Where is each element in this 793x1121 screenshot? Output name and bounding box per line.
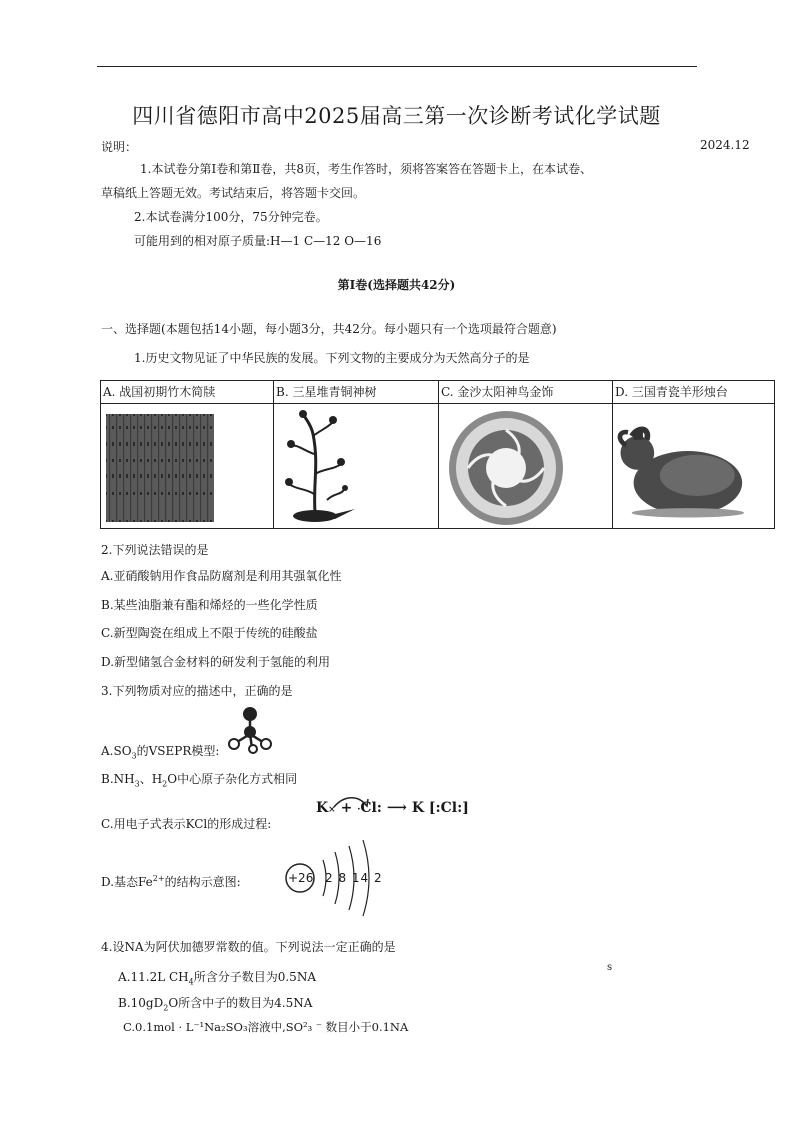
q4-option-a xyxy=(118,968,316,986)
q1-option-d-label: D. 三国青瓷羊形烛台 xyxy=(613,381,775,404)
q3-option-c: C.用电子式表示KCl的形成过程: xyxy=(101,817,272,831)
q3-b-sub2: 2 xyxy=(162,779,168,789)
q4-option-b xyxy=(118,994,312,1012)
section-title: 第Ⅰ卷(选择题共42分) xyxy=(337,278,456,292)
q2-stem: 2.下列说法错误的是 xyxy=(101,543,209,557)
q1-option-c-label: C. 金沙太阳神鸟金饰 xyxy=(439,381,613,404)
q3-d-suffix: 的结构示意图: xyxy=(164,875,241,889)
q3-b-formula: NH xyxy=(113,772,135,786)
q4-b-suffix: O所含中子的数目为4.5NA xyxy=(168,996,313,1010)
q3-d-sup: 2+ xyxy=(152,874,165,883)
page-title: 四川省德阳市高中2025届高三第一次诊断考试化学试题 xyxy=(132,104,661,128)
q3-a-suffix: 的VSEPR模型: xyxy=(136,744,220,758)
q3-b-suffix: O中心原子杂化方式相同 xyxy=(167,772,298,786)
instruction-3: 可能用到的相对原子质量:H—1 C—12 O—16 xyxy=(134,234,382,248)
q3-option-d xyxy=(101,873,241,890)
q2-option-a: A.亚硝酸钠用作食品防腐剂是利用其强氧化性 xyxy=(101,569,342,583)
stray-mark: s xyxy=(607,962,613,973)
q4-a-prefix: A.11.2L CH xyxy=(118,970,189,984)
q2-option-c: C.新型陶瓷在组成上不限于传统的硅酸盐 xyxy=(101,626,318,640)
bamboo-slips-picture xyxy=(101,404,273,528)
q1-option-a-image xyxy=(101,404,274,529)
note-label: 说明： xyxy=(101,140,138,154)
q3-b-mid: 、H xyxy=(139,772,163,786)
q3-option-a xyxy=(101,742,219,760)
kcl-k-reactant: K xyxy=(316,800,329,816)
q4-b-prefix: B.10gD xyxy=(118,996,164,1010)
exam-date: 2024.12 xyxy=(700,138,750,152)
kcl-formation-equation: K× + ·Cl: ⟶ K [:Cl:] xyxy=(316,800,469,816)
q4-b-sub: 2 xyxy=(163,1003,169,1013)
q1-option-b-label: B. 三星堆青铜神树 xyxy=(274,381,439,404)
q4-a-sub: 4 xyxy=(188,977,194,987)
q1-option-a-label: A. 战国初期竹木简牍 xyxy=(101,381,274,404)
q3-a-prefix: A. xyxy=(101,744,114,758)
kcl-k-product: K xyxy=(411,800,424,816)
kcl-plus: + xyxy=(340,800,353,816)
top-rule xyxy=(97,66,697,67)
bronze-tree-picture xyxy=(274,404,438,528)
q3-a-sub: 3 xyxy=(131,751,137,761)
q2-option-b: B.某些油脂兼有酯和烯烃的一些化学性质 xyxy=(101,598,318,612)
instruction-1b: 草稿纸上答题无效。考试结束后，将答题卡交回。 xyxy=(101,186,366,200)
q3-stem: 3.下列物质对应的描述中，正确的是 xyxy=(101,684,293,698)
kcl-cl-product: [:Cl:] xyxy=(428,800,469,816)
kcl-cl-reactant: Cl: xyxy=(360,800,382,816)
q3-option-b xyxy=(101,770,297,788)
section-desc: 一、选择题(本题包括14小题，每小题3分，共42分。每小题只有一个选项最符合题意) xyxy=(101,322,557,336)
electron-transfer-arrow xyxy=(330,795,380,809)
sun-bird-gold-picture xyxy=(439,404,612,528)
kcl-arrow: ⟶ xyxy=(386,800,407,816)
vsepr-model-diagram xyxy=(226,704,276,756)
instruction-1a: 1.本试卷分第Ⅰ卷和第Ⅱ卷，共8页，考生作答时，须将答案答在答题卡上，在本试卷、 xyxy=(140,162,592,176)
q3-a-formula: SO xyxy=(113,744,132,758)
q4-option-c: C.0.1mol · L⁻¹Na₂SO₃溶液中,SO²₃ ⁻ 数目小于0.1NA xyxy=(123,1020,409,1034)
q3-b-prefix: B. xyxy=(101,772,114,786)
ram-candlestick-picture xyxy=(613,404,774,528)
q2-option-d: D.新型储氢合金材料的研发利于氢能的利用 xyxy=(101,655,331,669)
q1-stem: 1.历史文物见证了中华民族的发展。下列文物的主要成分为天然高分子的是 xyxy=(134,351,530,365)
q4-stem: 4.设NA为阿伏加德罗常数的值。下列说法一定正确的是 xyxy=(101,940,396,954)
q4-a-suffix: 所含分子数目为0.5NA xyxy=(193,970,316,984)
instruction-2: 2.本试卷满分100分，75分钟完卷。 xyxy=(134,210,328,224)
fe-nucleus-charge: +26 xyxy=(288,871,314,885)
q1-option-d-image xyxy=(613,404,775,529)
q3-b-sub1: 3 xyxy=(134,779,140,789)
q1-option-c-image xyxy=(439,404,613,529)
q1-option-b-image xyxy=(274,404,439,529)
q1-options-table xyxy=(100,380,775,529)
q3-d-prefix: D.基态Fe xyxy=(101,875,153,889)
fe-shell-electrons: 2 8 14 2 xyxy=(325,871,383,885)
